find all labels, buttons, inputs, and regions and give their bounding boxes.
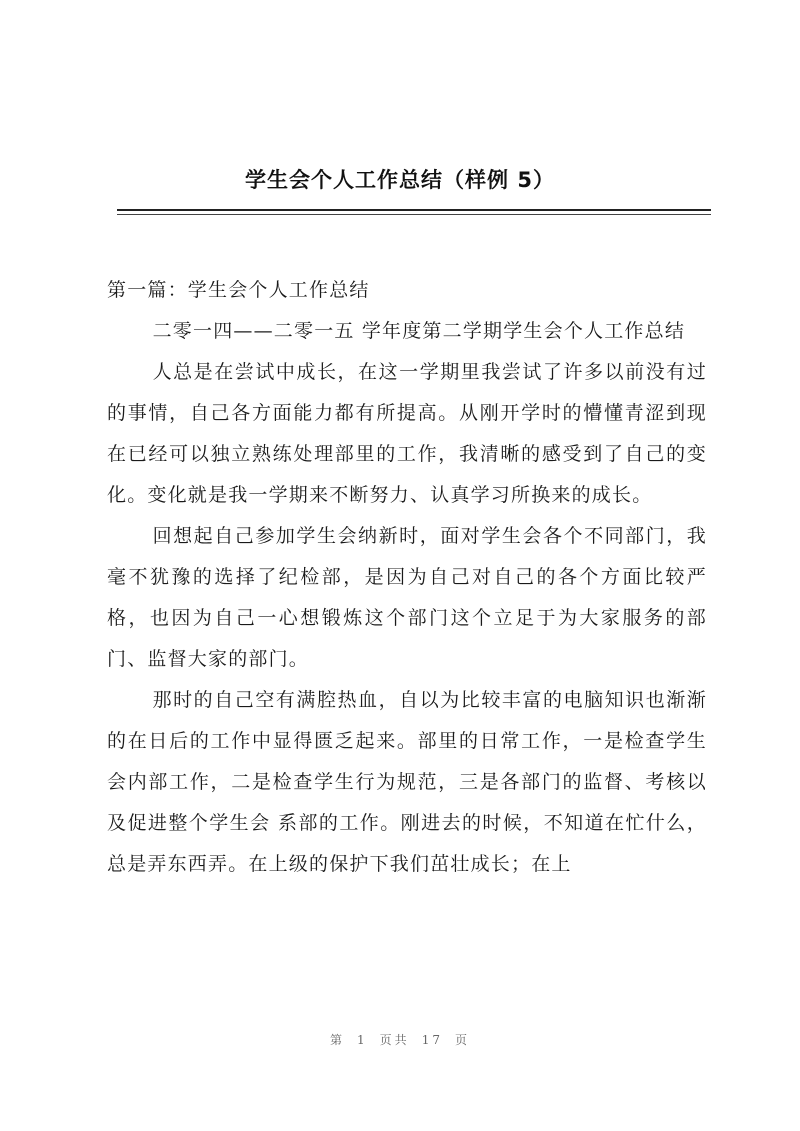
body-paragraph: 那时的自己空有满腔热血，自以为比较丰富的电脑知识也渐渐的在日后的工作中显得匮乏起来。部里的日常工作，一是检查学生会内部工作，二是检查学生行为规范，三是各部门的监督、考核以及促进整个学生会 系部的工作。刚进去的时候，不知道在忙什么，总是弄东西弄。在上级的保护下我们茁壮成长；在上 [107, 689, 707, 875]
body-paragraph: 人总是在尝试中成长，在这一学期里我尝试了许多以前没有过的事情，自己各方面能力都有所提高。从刚开学时的懵懂青涩到现在已经可以独立熟练处理部里的工作，我清晰的感受到了自己的变化。变化就是我一学期来不断努力、认真学习所换来的成长。 [107, 361, 707, 506]
footer-middle: 页共 [379, 1033, 410, 1047]
title-divider [117, 209, 711, 211]
footer-total-pages: 17 [421, 1033, 443, 1047]
document-body [107, 270, 707, 885]
footer-suffix: 页 [454, 1033, 470, 1047]
title-divider-thin [117, 214, 711, 215]
subtitle-paragraph: 二零一四——二零一五 学年度第二学期学生会个人工作总结 [152, 320, 686, 342]
body-paragraph: 回想起自己参加学生会纳新时，面对学生会各个不同部门，我毫不犹豫的选择了纪检部，是因为自己对自己的各个方面比较严格，也因为自己一心想锻炼这个部门这个立足于为大家服务的部门、监督大家的部门。 [107, 525, 707, 670]
section-heading: 第一篇：学生会个人工作总结 [107, 279, 370, 301]
page-title: 学生会个人工作总结（样例 5） [245, 168, 555, 192]
footer-page-number: 1 [357, 1033, 368, 1047]
page-footer [0, 1031, 800, 1048]
footer-prefix: 第 [330, 1033, 346, 1047]
